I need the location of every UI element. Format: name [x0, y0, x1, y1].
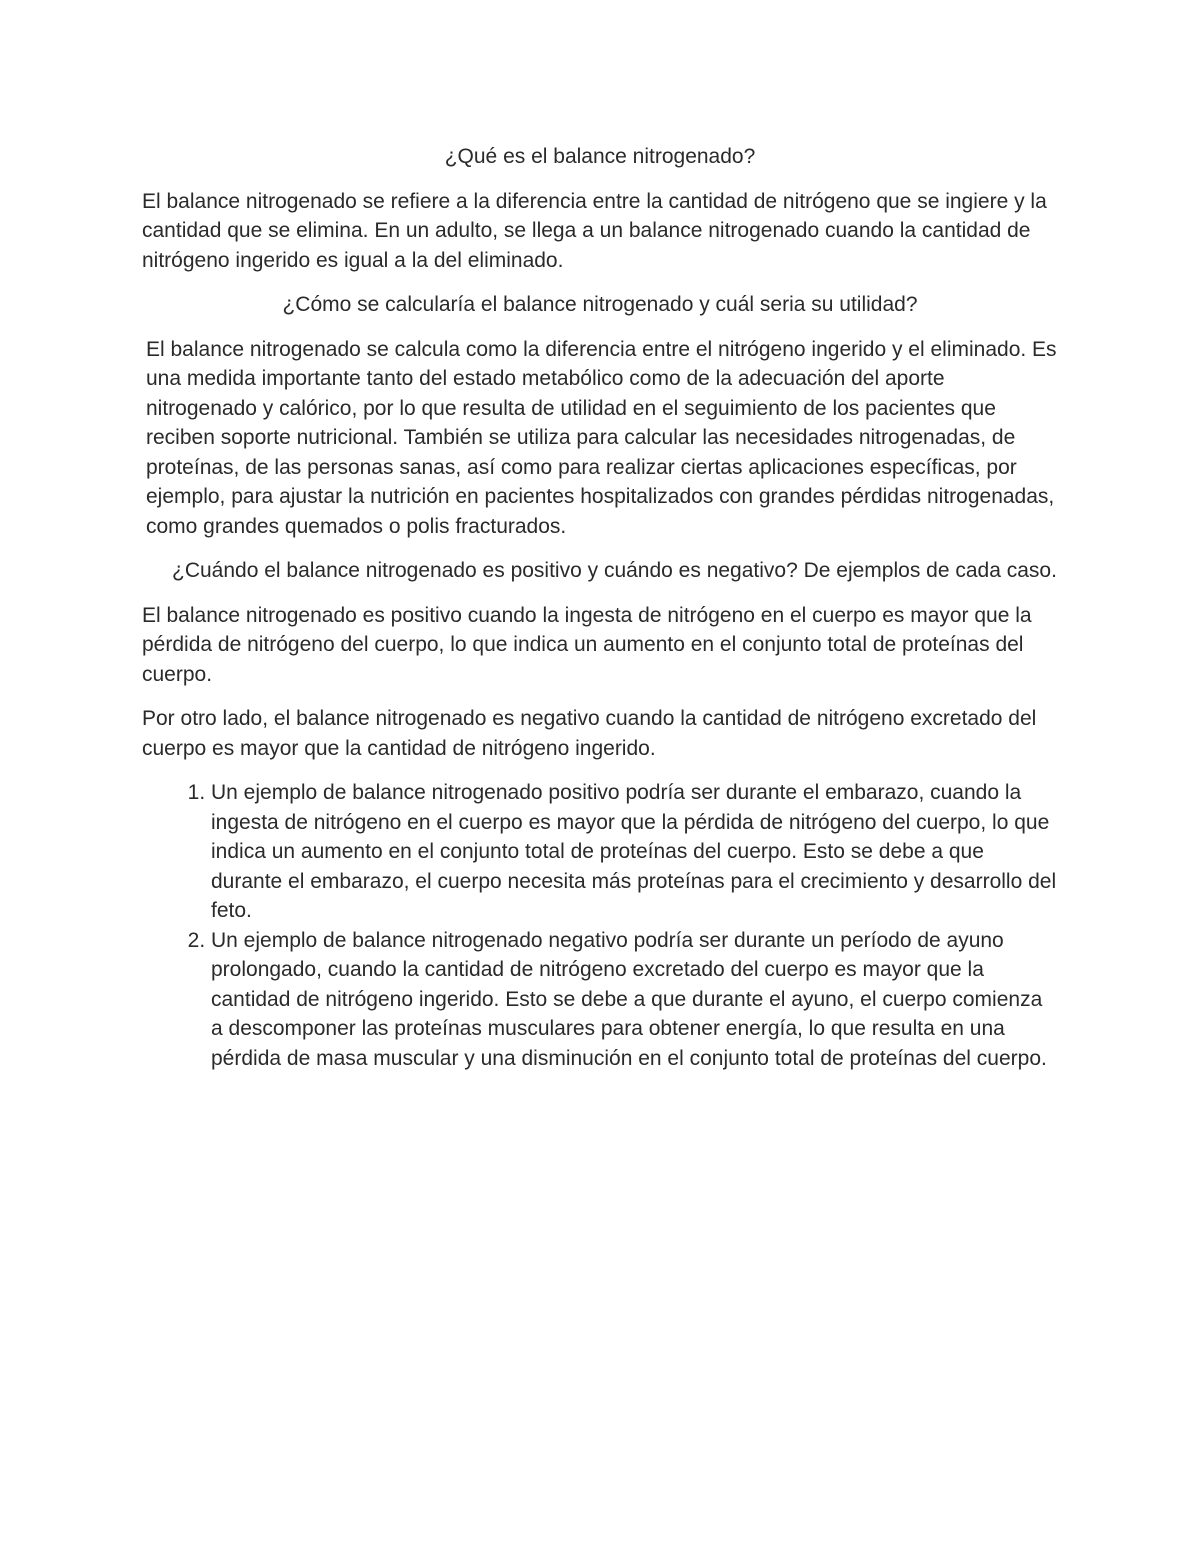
question-1-heading: ¿Qué es el balance nitrogenado? [444, 145, 756, 168]
answer-1-paragraph: El balance nitrogenado se refiere a la diferencia entre la cantidad de nitrógeno que se ingiere y la cantidad que se elimina. En un adulto, se llega a un balance nitrogenado cuando la cantidad de nitrógeno ingerido es igual a la del eliminado. [142, 189, 1047, 272]
answer-3-negative-paragraph: Por otro lado, el balance nitrogenado es negativo cuando la cantidad de nitrógeno excretado del cuerpo es mayor que la cantidad de nitrógeno ingerido. [142, 707, 1037, 760]
question-2-heading: ¿Cómo se calcularía el balance nitrogenado y cuál seria su utilidad? [282, 293, 918, 316]
list-item: 2. Un ejemplo de balance nitrogenado negativo podría ser durante un período de ayuno prolongado, cuando la cantidad de nitrógeno excretado del cuerpo es mayor que la cantidad de nitrógeno ingerido. Esto se debe a que durante el ayuno, el cuerpo comienza a descomponer las proteínas musculares para obtener energía, lo que resulta en una pérdida de masa muscular y una disminución en el conjunto total de proteínas del cuerpo. [211, 926, 1058, 1074]
list-item: 1. Un ejemplo de balance nitrogenado positivo podría ser durante el embarazo, cuando la ingesta de nitrógeno en el cuerpo es mayor que la pérdida de nitrógeno del cuerpo, lo que indica un aumento en el conjunto total de proteínas del cuerpo. Esto se debe a que durante el embarazo, el cuerpo necesita más proteínas para el crecimiento y desarrollo del feto. [211, 778, 1058, 926]
answer-3-positive-paragraph: El balance nitrogenado es positivo cuando la ingesta de nitrógeno en el cuerpo es mayor que la pérdida de nitrógeno del cuerpo, lo que indica un aumento en el conjunto total de proteínas del cuerpo. [142, 603, 1032, 686]
answer-2-paragraph: El balance nitrogenado se calcula como la diferencia entre el nitrógeno ingerido y el eliminado. Es una medida importante tanto del estado metabólico como de la adecuación del aporte nitrogenado y calórico, por lo que resulta de utilidad en el seguimiento de los pacientes que reciben soporte nutricional. También se utiliza para calcular las necesidades nitrogenadas, de proteínas, de las personas sanas, así como para realizar ciertas aplicaciones específicas, por ejemplo, para ajustar la nutrición en pacientes hospitalizados con grandes pérdidas nitrogenadas, como grandes quemados o polis fracturados. [146, 337, 1057, 538]
question-3-heading: ¿Cuándo el balance nitrogenado es positivo y cuándo es negativo? De ejemplos de cada caso. [172, 559, 1057, 582]
examples-list [142, 778, 1058, 1073]
document-page [142, 142, 1058, 1073]
